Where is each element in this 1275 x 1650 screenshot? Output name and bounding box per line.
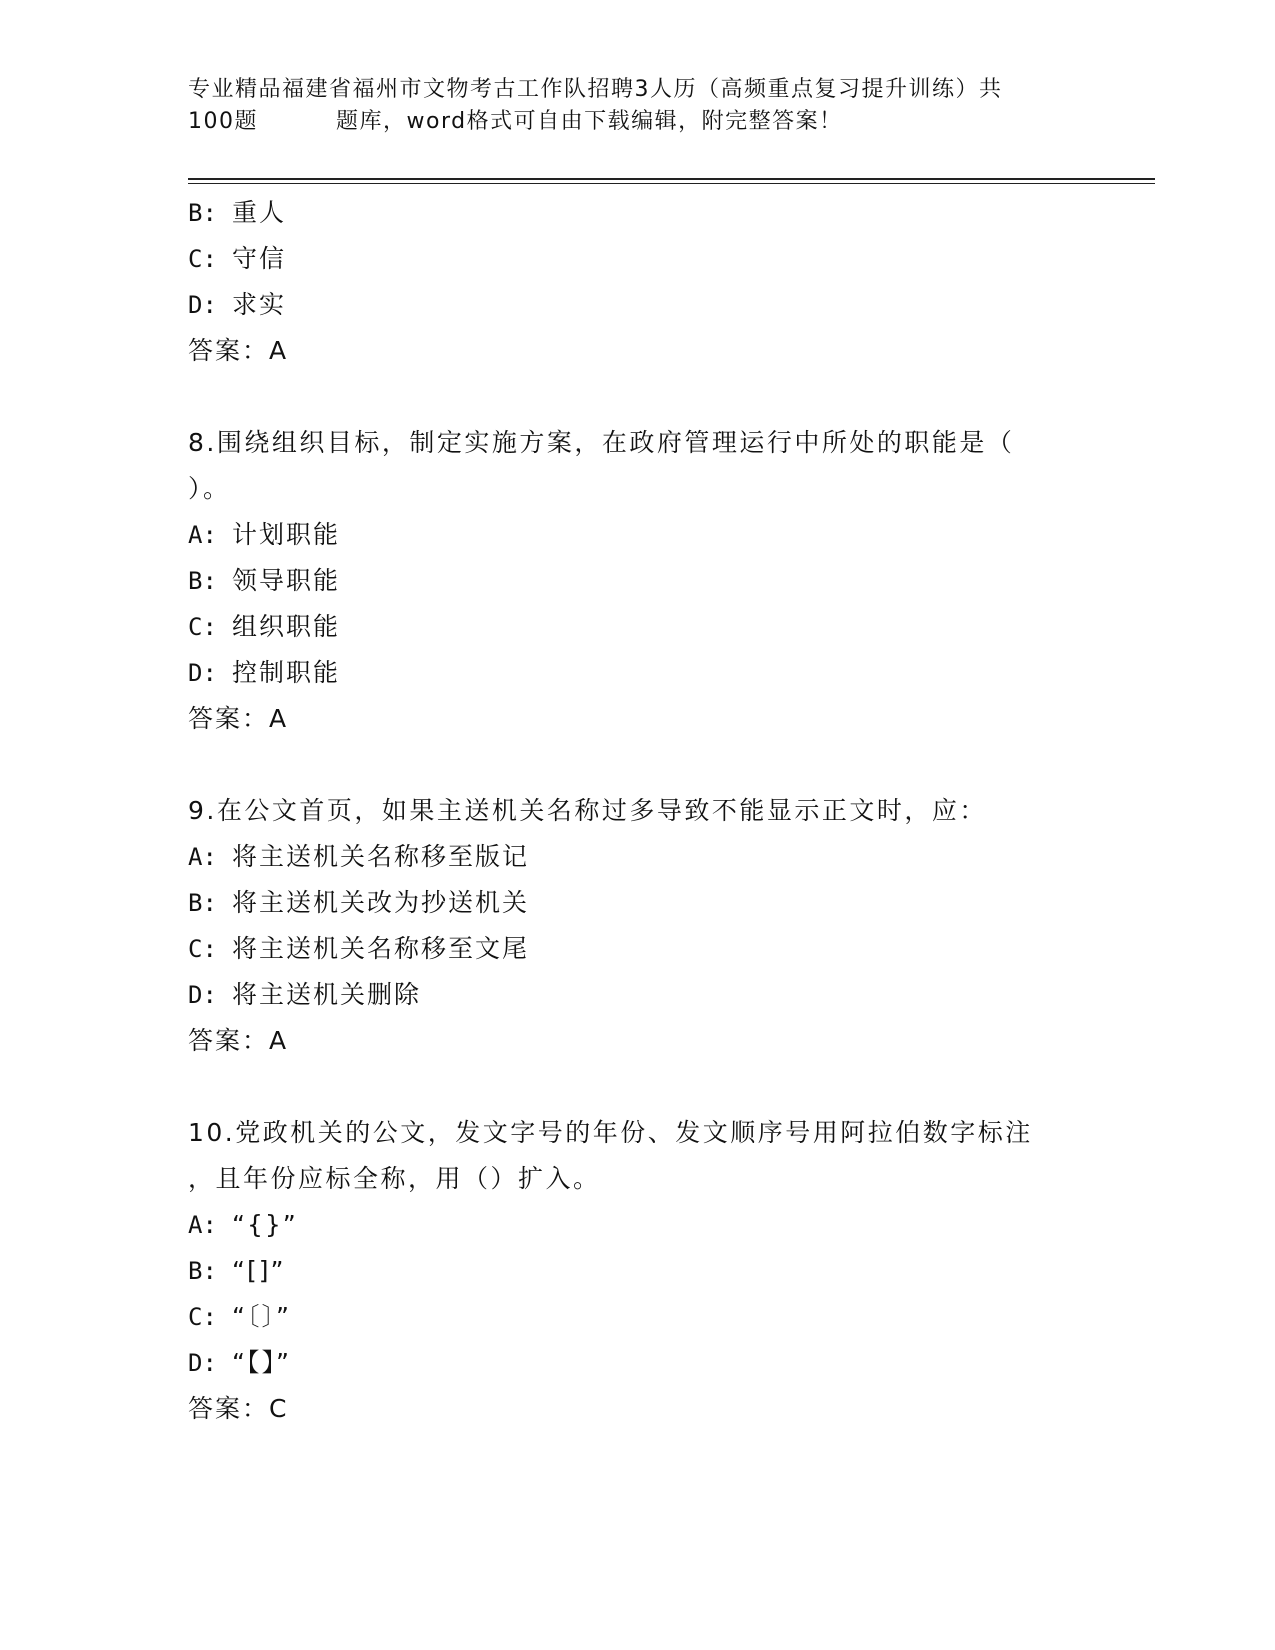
header-divider bbox=[188, 178, 1155, 180]
question-text: 10.党政机关的公文，发文字号的年份、发文顺序号用阿拉伯数字标注 bbox=[188, 1118, 1033, 1147]
option-line: D: 控制职能 bbox=[188, 658, 341, 687]
answer-line: 答案：A bbox=[188, 1026, 289, 1055]
question-text: 8.围绕组织目标，制定实施方案，在政府管理运行中所处的职能是（ bbox=[188, 428, 1015, 457]
answer-line: 答案：A bbox=[188, 336, 289, 365]
question-list bbox=[188, 190, 1088, 1432]
answer-line: 答案：A bbox=[188, 704, 289, 733]
option-line: B: 重人 bbox=[188, 198, 287, 227]
option-line: A: 计划职能 bbox=[188, 520, 341, 549]
answer-line: 答案：C bbox=[188, 1394, 289, 1423]
option-line: C: 守信 bbox=[188, 244, 287, 273]
question-text: ，且年份应标全称，用（）扩入。 bbox=[188, 1164, 601, 1193]
option-line: B: 领导职能 bbox=[188, 566, 341, 595]
header-line-2 bbox=[188, 106, 1068, 138]
option-line: D: “【】” bbox=[188, 1348, 291, 1377]
header-divider-thin bbox=[188, 183, 1155, 184]
header-line-1: 专业精品福建省福州市文物考古工作队招聘3人历（高频重点复习提升训练）共 bbox=[188, 77, 1003, 102]
option-line: B: “[]” bbox=[188, 1256, 286, 1285]
option-line: A: 将主送机关名称移至版记 bbox=[188, 842, 530, 871]
option-line: C: 将主送机关名称移至文尾 bbox=[188, 934, 530, 963]
option-line: C: 组织职能 bbox=[188, 612, 341, 641]
option-line: D: 求实 bbox=[188, 290, 287, 319]
header-desc: 题库，word格式可自由下载编辑，附完整答案！ bbox=[336, 109, 843, 134]
option-line: C: “〔〕” bbox=[188, 1302, 291, 1331]
question-text: ）。 bbox=[188, 474, 231, 503]
option-line: D: 将主送机关删除 bbox=[188, 980, 422, 1009]
header-count: 100题 bbox=[188, 109, 258, 134]
option-line: A: “{}” bbox=[188, 1210, 298, 1239]
document-header bbox=[188, 74, 1068, 138]
option-line: B: 将主送机关改为抄送机关 bbox=[188, 888, 530, 917]
question-text: 9.在公文首页，如果主送机关名称过多导致不能显示正文时，应： bbox=[188, 796, 987, 825]
